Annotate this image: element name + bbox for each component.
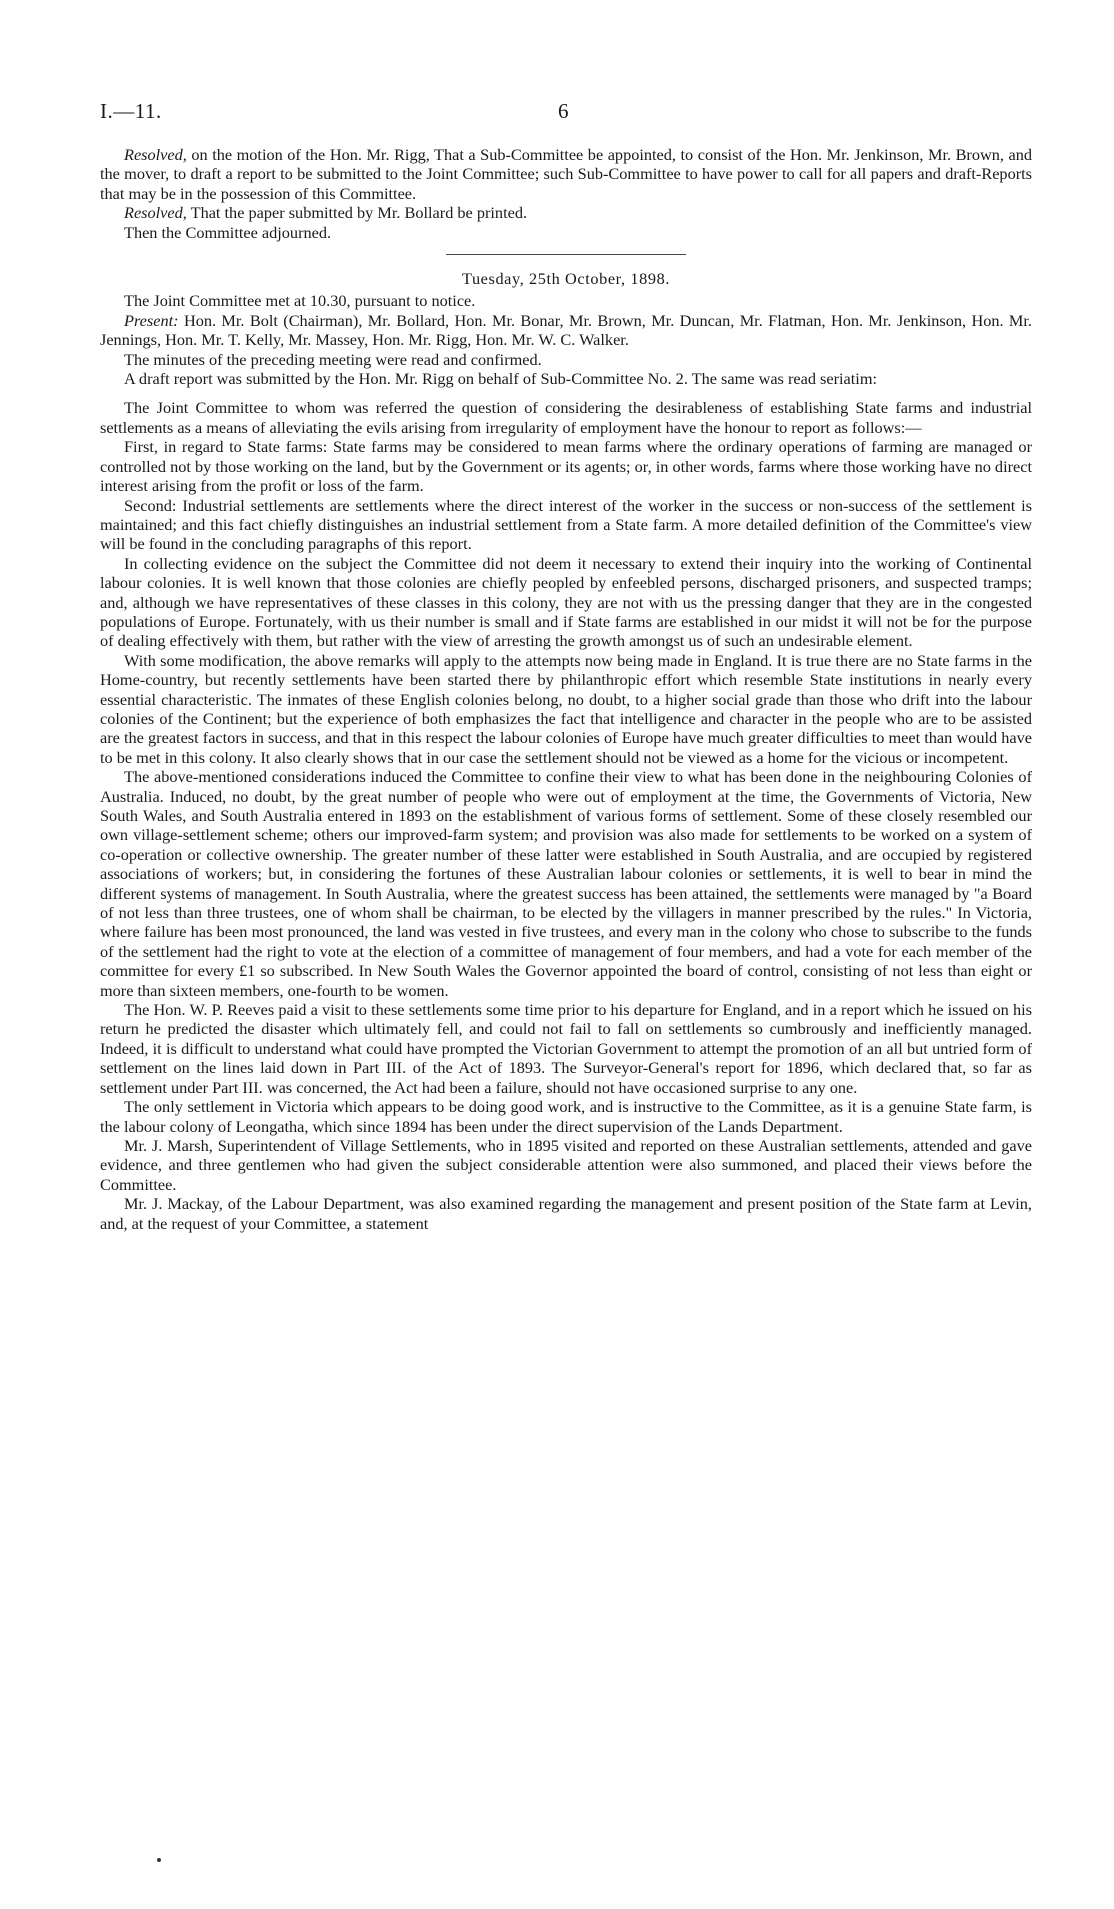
- meeting-opening: The Joint Committee met at 10.30, pursuant to notice.: [124, 291, 476, 311]
- page-reference: I.—11.: [100, 99, 162, 123]
- page-number: 6: [558, 99, 569, 123]
- attendance-names: Hon. Mr. Bolt (Chairman), Mr. Bollard, Hon. Mr. Bonar, Mr. Brown, Mr. Duncan, Mr. Flatman, Hon. Mr. Jenkinson, Hon. Mr. Jennings, Hon. Mr. T. Kelly, Mr. Massey, Hon. Mr. Rigg, Hon. Mr. W. C. Walker.: [100, 310, 1032, 350]
- report-paragraph: Mr. J. Mackay, of the Labour Department, was also examined regarding the management and present position of the State farm at Levin, and, at the request of your Committee, a statement: [100, 1194, 1032, 1233]
- spacer: [100, 388, 1032, 398]
- attendance-list: [100, 311, 1032, 350]
- resolution-subcommittee: [100, 145, 1032, 203]
- resolution-print-paper: [100, 203, 1032, 222]
- report-paragraph: First, in regard to State farms: State farms may be considered to mean farms where the ordinary operations of farming are managed or controlled not by those working on the land, but by the Government or its agents; or, in other words, farms where those working have no direct interest arising from the profit or loss of the farm.: [100, 437, 1032, 496]
- section-divider: [446, 254, 686, 255]
- document-page: [100, 96, 1032, 1233]
- report-paragraph: The Joint Committee to whom was referred the question of considering the desirableness of establishing State farms and industrial settlements as a means of alleviating the evils arising from irregularity of employment have the honour to report as follows:—: [100, 398, 1032, 437]
- report-paragraph: Mr. J. Marsh, Superintendent of Village Settlements, who in 1895 visited and reported on these Australian settlements, attended and gave evidence, and three gentlemen who had given the subject considerable attention were also summoned, and placed their views before the Committee.: [100, 1135, 1032, 1194]
- meeting-date: Tuesday, 25th October, 1898.: [461, 269, 671, 289]
- present-label: Present:: [124, 310, 179, 330]
- report-paragraph: The Hon. W. P. Reeves paid a visit to these settlements some time prior to his departure for England, and in a report which he issued on his return he predicted the disaster which ultimately fell, and could not fail to fall on settlements so cumbrously and inefficiently managed. Indeed, it is difficult to understand what could have prompted the Victorian Government to attempt the promotion of an all but untried form of settlement on the lines laid down in Part III. of the Act of 1893. The Surveyor-General's report for 1896, which declared that, so far as settlement under Part III. was concerned, the Act had been a failure, should not have occasioned surprise to any one.: [100, 1000, 1032, 1097]
- report-paragraph: In collecting evidence on the subject the Committee did not deem it necessary to extend their inquiry into the working of Continental labour colonies. It is well known that those colonies are chiefly peopled by enfeebled persons, discharged prisoners, and suspected tramps; and, although we have representatives of these classes in this colony, they are not with us the pressing danger that they are in the congested populations of Europe. Fortunately, with us their number is small and if State farms are established in our midst it will not be for the purpose of dealing effectively with them, but rather with the view of arresting the growth amongst us of such an undesirable element.: [100, 553, 1032, 651]
- resolution-text: on the motion of the Hon. Mr. Rigg, That a Sub-Committee be appointed, to consist of the Hon. Mr. Jenkinson, Mr. Brown, and the mover, to draft a report to be submitted to the Joint Committee; such Sub-Committee to have power to call for all papers and draft-Reports that may be in the possession of this Committee.: [100, 145, 1033, 203]
- page-header: [100, 96, 1032, 126]
- report-paragraph: With some modification, the above remarks will apply to the attempts now being made in England. It is true there are no State farms in the Home-country, but recently settlements have been started there by philanthropic effort which resemble State institutions in nearly every essential characteristic. The inmates of these English colonies belong, no doubt, to a higher social grade than those who drift into the labour colonies of the Continent; but the experience of both emphasizes the fact that intelligence and character in the people who are to be assisted are the greatest factors in success, and that in this respect the labour colonies of Europe have much greater difficulties to meet than would have to be met in this colony. It also clearly shows that in our case the settlement should not be viewed as a home for the vicious or incompetent.: [100, 650, 1032, 767]
- adjournment-line: Then the Committee adjourned.: [124, 222, 332, 242]
- resolved-label: Resolved,: [124, 203, 187, 223]
- report-paragraph: The only settlement in Victoria which appears to be doing good work, and is instructive to the Committee, as it is a genuine State farm, is the labour colony of Leongatha, which since 1894 has been under the direct supervision of the Lands Department.: [100, 1097, 1032, 1136]
- report-paragraph: The above-mentioned considerations induced the Committee to confine their view to what has been done in the neighbouring Colonies of Australia. Induced, no doubt, by the great number of people who were out of employment at the time, the Governments of Victoria, New South Wales, and South Australia entered in 1893 on the establishment of various forms of settlement. Some of these closely resembled our own village-settlement scheme; others our improved-farm system; and provision was also made for settlements to be worked on a system of co-operation or collective ownership. The greater number of these latter were established in South Australia, and are occupied by registered associations of workers; but, in considering the fortunes of these Australian labour colonies or settlements, it is well to bear in mind the different systems of management. In South Australia, where the greatest success has been attained, the settlements were managed by "a Board of not less than three trustees, one of whom shall be chairman, to be elected by the villagers in manner prescribed by the rules." In Victoria, where failure has been most pronounced, the land was vested in five trustees, and every man in the colony who chose to subscribe to the funds of the settlement had the right to vote at the election of a committee of management of four members, and had a vote for each member of the committee for every £1 so subscribed. In New South Wales the Governor appointed the board of control, consisting of not less than eight or more than sixteen members, one-fourth to be women.: [100, 767, 1032, 1000]
- minutes-confirmed: The minutes of the preceding meeting were read and confirmed.: [124, 349, 542, 369]
- resolution-text: That the paper submitted by Mr. Bollard be printed.: [190, 203, 528, 223]
- footer-mark: [157, 1858, 161, 1862]
- report-paragraph: Second: Industrial settlements are settlements where the direct interest of the worker in the success or non-success of the settlement is maintained; and this fact chiefly distinguishes an industrial settlement from a State farm. A more detailed definition of the Committee's view will be found in the concluding paragraphs of this report.: [100, 495, 1032, 554]
- draft-report-intro: A draft report was submitted by the Hon. Mr. Rigg on behalf of Sub-Committee No. 2. The same was read seriatim:: [124, 369, 878, 389]
- resolved-label: Resolved,: [124, 145, 187, 164]
